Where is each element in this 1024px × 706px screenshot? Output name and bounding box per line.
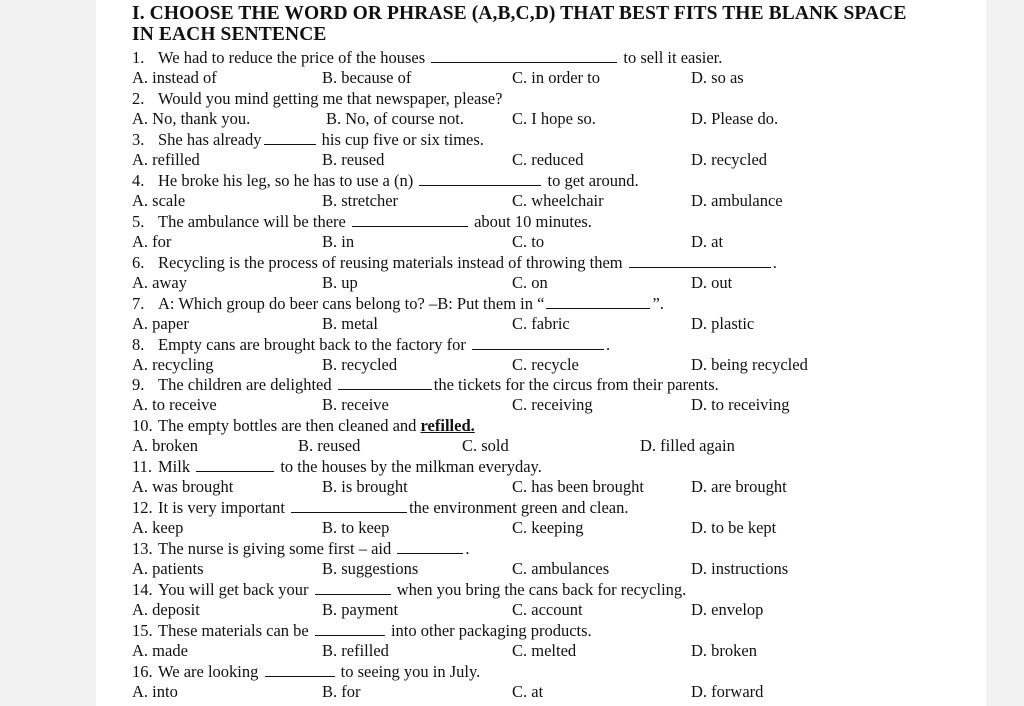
question-3 xyxy=(132,130,484,150)
question-number: 10. xyxy=(132,416,153,435)
question-text-start: These materials can be xyxy=(158,621,309,640)
option-c: C. reduced xyxy=(512,150,584,169)
answer-blank xyxy=(546,294,650,309)
question-text-start: The children are delighted xyxy=(158,375,332,394)
question-10 xyxy=(132,416,475,436)
answer-blank xyxy=(264,130,316,145)
option-a: A. recycling xyxy=(132,355,214,374)
question-text-start: Recycling is the process of reusing materials instead of throwing them xyxy=(158,253,623,272)
option-b: B. in xyxy=(322,232,355,251)
question-number: 11. xyxy=(132,457,153,476)
option-d: D. ambulance xyxy=(691,191,783,210)
option-c: C. ambulances xyxy=(512,559,610,578)
option-b: B. up xyxy=(322,273,358,292)
question-text-start: He broke his leg, so he has to use a (n) xyxy=(158,171,414,190)
question-number: 8. xyxy=(132,335,145,354)
question-number: 15. xyxy=(132,621,153,640)
option-b: B. receive xyxy=(322,395,389,414)
question-text-start: The nurse is giving some first – aid xyxy=(158,539,392,558)
option-b: B. No, of course not. xyxy=(326,109,464,128)
question-text-start: The empty bottles are then cleaned and xyxy=(158,416,417,435)
question-text-start: We are looking xyxy=(158,662,259,681)
option-c: C. sold xyxy=(462,436,509,455)
question-15 xyxy=(132,621,592,641)
option-a: A. broken xyxy=(132,436,198,455)
option-b: B. is brought xyxy=(322,477,408,496)
question-text-end: . xyxy=(772,253,777,272)
question-text-end: the tickets for the circus from their parents. xyxy=(433,375,719,394)
option-a: A. made xyxy=(132,641,188,660)
option-d: D. to receiving xyxy=(691,395,790,414)
answer-blank xyxy=(196,457,274,472)
question-number: 6. xyxy=(132,253,145,272)
question-text-start: A: Which group do beer cans belong to? –B: Put them in “ xyxy=(158,294,545,313)
answer-blank xyxy=(431,48,617,63)
option-d: D. envelop xyxy=(691,600,764,619)
option-d: D. so as xyxy=(691,68,744,87)
question-number: 5. xyxy=(132,212,145,231)
option-b: B. reused xyxy=(322,150,385,169)
question-8 xyxy=(132,335,610,355)
option-d: D. filled again xyxy=(640,436,735,455)
answer-blank xyxy=(419,171,541,186)
option-c: C. account xyxy=(512,600,583,619)
option-c: C. at xyxy=(512,682,544,701)
answer-blank xyxy=(629,253,771,268)
option-c: C. I hope so. xyxy=(512,109,596,128)
option-c: C. keeping xyxy=(512,518,584,537)
option-d: D. recycled xyxy=(691,150,768,169)
question-text-start: It is very important xyxy=(158,498,285,517)
option-a: A. to receive xyxy=(132,395,217,414)
option-a: A. No, thank you. xyxy=(132,109,251,128)
answer-blank xyxy=(291,498,407,513)
option-a: A. scale xyxy=(132,191,186,210)
answer-blank xyxy=(338,375,432,390)
option-a: A. deposit xyxy=(132,600,200,619)
option-b: B. because of xyxy=(322,68,412,87)
answer-blank xyxy=(315,621,385,636)
option-b: B. recycled xyxy=(322,355,398,374)
answer-blank xyxy=(352,212,468,227)
question-text-end: when you bring the cans back for recycling. xyxy=(396,580,687,599)
option-b: B. metal xyxy=(322,314,378,333)
option-b: B. reused xyxy=(298,436,361,455)
question-number: 13. xyxy=(132,539,153,558)
question-text-end: to sell it easier. xyxy=(623,48,723,67)
option-b: B. suggestions xyxy=(322,559,419,578)
option-c: C. to xyxy=(512,232,545,251)
question-text-end: to get around. xyxy=(547,171,639,190)
option-d: D. instructions xyxy=(691,559,789,578)
answer-blank xyxy=(472,335,604,350)
option-d: D. plastic xyxy=(691,314,755,333)
option-b: B. payment xyxy=(322,600,399,619)
question-number: 4. xyxy=(132,171,145,190)
question-number: 1. xyxy=(132,48,145,67)
option-a: A. away xyxy=(132,273,187,292)
page-margin-left xyxy=(0,0,96,706)
option-c: C. melted xyxy=(512,641,577,660)
question-number: 12. xyxy=(132,498,153,517)
question-6 xyxy=(132,253,777,273)
question-number: 2. xyxy=(132,89,145,108)
question-text-end: into other packaging products. xyxy=(390,621,592,640)
answer-blank xyxy=(315,580,391,595)
question-text-start: Empty cans are brought back to the factory for xyxy=(158,335,466,354)
option-a: A. into xyxy=(132,682,178,701)
option-a: A. refilled xyxy=(132,150,200,169)
question-text-end: his cup five or six times. xyxy=(321,130,484,149)
question-text-end: the environment green and clean. xyxy=(409,498,629,517)
question-text-start: Milk xyxy=(158,457,191,476)
option-d: D. out xyxy=(691,273,733,292)
option-a: A. paper xyxy=(132,314,189,333)
section-heading xyxy=(132,3,932,45)
question-number: 16. xyxy=(132,662,153,681)
question-11 xyxy=(132,457,542,477)
option-d: D. at xyxy=(691,232,724,251)
option-d: D. Please do. xyxy=(691,109,779,128)
question-text-end: about 10 minutes. xyxy=(474,212,592,231)
question-text-end: . xyxy=(606,335,611,354)
question-5 xyxy=(132,212,592,232)
option-c: C. fabric xyxy=(512,314,570,333)
option-c: C. recycle xyxy=(512,355,579,374)
option-c: C. in order to xyxy=(512,68,600,87)
question-9 xyxy=(132,375,719,395)
question-text-end: ”. xyxy=(652,294,664,313)
question-text-end: to seeing you in July. xyxy=(340,662,481,681)
question-text-start: We had to reduce the price of the houses xyxy=(158,48,426,67)
question-text-start: The ambulance will be there xyxy=(158,212,346,231)
answer-blank xyxy=(397,539,463,554)
option-a: A. patients xyxy=(132,559,204,578)
question-1 xyxy=(132,48,722,68)
question-text-end: . xyxy=(465,539,470,558)
question-13 xyxy=(132,539,470,559)
answer-blank xyxy=(265,662,335,677)
option-a: A. was brought xyxy=(132,477,234,496)
option-d: D. broken xyxy=(691,641,757,660)
question-14 xyxy=(132,580,686,600)
option-b: B. stretcher xyxy=(322,191,399,210)
option-b: B. to keep xyxy=(322,518,390,537)
heading-line-1: I. CHOOSE THE WORD OR PHRASE (A,B,C,D) THAT BEST FITS THE BLANK SPACE xyxy=(132,3,907,24)
option-d: D. are brought xyxy=(691,477,787,496)
option-c: C. wheelchair xyxy=(512,191,604,210)
option-b: B. for xyxy=(322,682,361,701)
question-4 xyxy=(132,171,639,191)
option-c: C. receiving xyxy=(512,395,593,414)
question-2 xyxy=(132,89,502,109)
question-16 xyxy=(132,662,480,682)
option-d: D. to be kept xyxy=(691,518,777,537)
question-12 xyxy=(132,498,629,518)
underlined-word: refilled. xyxy=(420,416,475,435)
page-margin-right xyxy=(986,0,1024,706)
question-7 xyxy=(132,294,664,314)
option-d: D. forward xyxy=(691,682,764,701)
option-a: A. instead of xyxy=(132,68,217,87)
question-number: 3. xyxy=(132,130,145,149)
option-c: C. on xyxy=(512,273,548,292)
option-d: D. being recycled xyxy=(691,355,808,374)
question-number: 9. xyxy=(132,375,145,394)
option-a: A. for xyxy=(132,232,172,251)
option-c: C. has been brought xyxy=(512,477,644,496)
question-text-start: Would you mind getting me that newspaper, please? xyxy=(158,89,503,108)
option-a: A. keep xyxy=(132,518,184,537)
question-text-start: You will get back your xyxy=(158,580,309,599)
heading-line-2: IN EACH SENTENCE xyxy=(132,24,327,45)
question-text-start: She has already xyxy=(158,130,262,149)
option-b: B. refilled xyxy=(322,641,389,660)
question-text-end: to the houses by the milkman everyday. xyxy=(280,457,542,476)
question-number: 14. xyxy=(132,580,153,599)
question-number: 7. xyxy=(132,294,145,313)
